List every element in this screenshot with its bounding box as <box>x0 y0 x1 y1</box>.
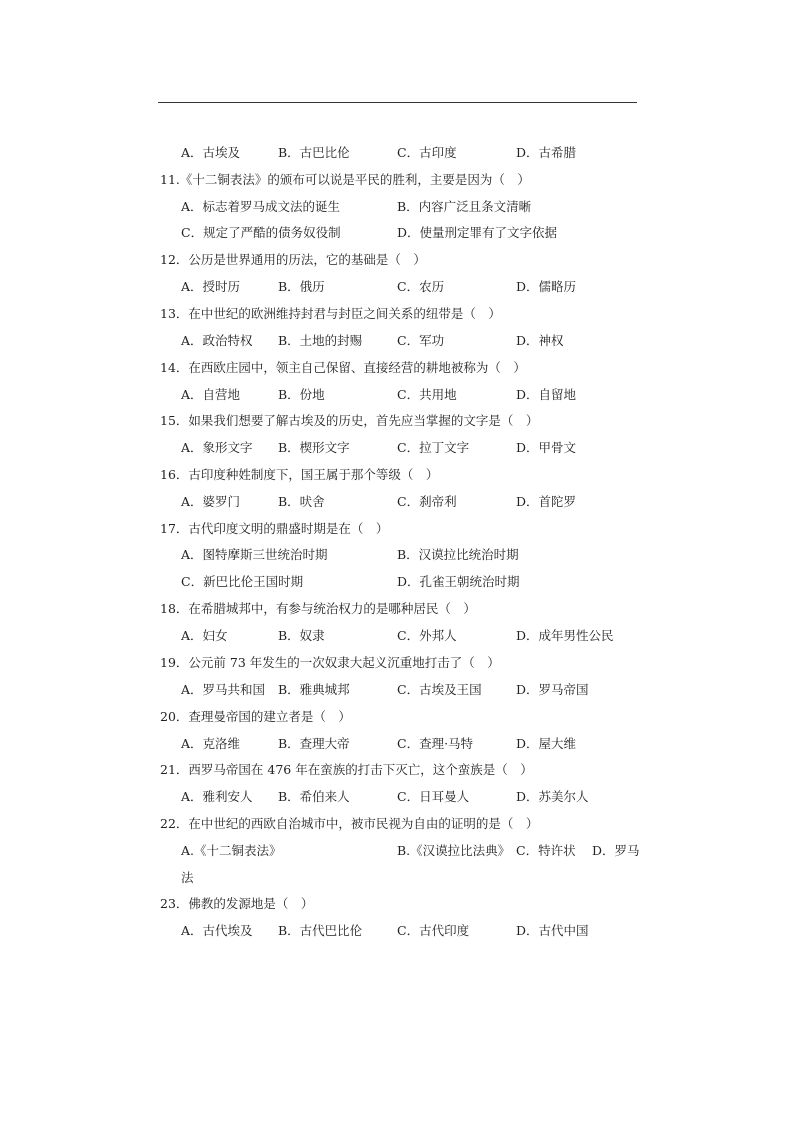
option-c[interactable]: C．共用地 <box>397 387 457 402</box>
option-a[interactable]: A．自营地 <box>181 387 241 402</box>
option-b[interactable]: B.《汉谟拉比法典》 <box>397 843 511 858</box>
option-c[interactable]: C．查理·马特 <box>397 736 474 751</box>
option-b[interactable]: B．吠舍 <box>278 494 325 509</box>
option-d[interactable]: D．首陀罗 <box>516 494 577 509</box>
header-rule <box>158 102 637 103</box>
option-c[interactable]: C．古代印度 <box>397 923 470 938</box>
option-b[interactable]: B．俄历 <box>278 279 325 294</box>
question-16-stem: 16．古印度种姓制度下，国王属于那个等级（ ） <box>160 467 439 482</box>
option-d[interactable]: D．屋大维 <box>516 736 577 751</box>
option-d[interactable]: D．甲骨文 <box>516 440 577 455</box>
option-b[interactable]: B．古代巴比伦 <box>278 923 363 938</box>
option-b[interactable]: B．份地 <box>278 387 325 402</box>
option-d[interactable]: D．儒略历 <box>516 279 577 294</box>
option-a[interactable]: A．古埃及 <box>181 145 241 160</box>
option-c[interactable]: C．新巴比伦王国时期 <box>181 574 304 589</box>
option-a[interactable]: A．古代埃及 <box>181 923 253 938</box>
question-11-stem: 11.《十二铜表法》的颁布可以说是平民的胜利，主要是因为（ ） <box>160 172 530 187</box>
option-d[interactable]: D．孔雀王朝统治时期 <box>397 574 520 589</box>
option-a[interactable]: A．标志着罗马成文法的诞生 <box>181 199 341 214</box>
option-d[interactable]: D．苏美尔人 <box>516 789 589 804</box>
option-c[interactable]: C．古印度 <box>397 145 457 160</box>
option-b[interactable]: B．楔形文字 <box>278 440 350 455</box>
option-b[interactable]: B．奴隶 <box>278 628 325 643</box>
option-a[interactable]: A．授时历 <box>181 279 241 294</box>
option-c[interactable]: C．拉丁文字 <box>397 440 470 455</box>
option-c[interactable]: C．特许状 <box>516 843 576 858</box>
option-b[interactable]: B．查理大帝 <box>278 736 350 751</box>
option-c[interactable]: C．日耳曼人 <box>397 789 470 804</box>
option-a[interactable]: A．雅利安人 <box>181 789 253 804</box>
option-a[interactable]: A．罗马共和国 <box>181 682 266 697</box>
option-c[interactable]: C．刹帝利 <box>397 494 457 509</box>
question-15-stem: 15．如果我们想要了解古埃及的历史，首先应当掌握的文字是（ ） <box>160 413 539 428</box>
option-a[interactable]: A．克洛维 <box>181 736 241 751</box>
question-18-stem: 18．在希腊城邦中，有参与统治权力的是哪种居民（ ） <box>160 601 476 616</box>
option-c[interactable]: C．军功 <box>397 333 445 348</box>
option-d[interactable]: D．成年男性公民 <box>516 628 614 643</box>
question-13-stem: 13．在中世纪的欧洲维持封君与封臣之间关系的纽带是（ ） <box>160 306 501 321</box>
question-23-stem: 23．佛教的发源地是（ ） <box>160 896 314 911</box>
option-d[interactable]: D．古代中国 <box>516 923 589 938</box>
option-a[interactable]: A．婆罗门 <box>181 494 241 509</box>
question-19-stem: 19．公元前 73 年发生的一次奴隶大起义沉重地打击了（ ） <box>160 655 500 670</box>
option-d[interactable]: D．自留地 <box>516 387 577 402</box>
question-22-stem: 22．在中世纪的西欧自治城市中，被市民视为自由的证明的是（ ） <box>160 816 539 831</box>
option-a[interactable]: A．政治特权 <box>181 333 253 348</box>
option-b[interactable]: B．希伯来人 <box>278 789 350 804</box>
option-d[interactable]: D．使量刑定罪有了文字依据 <box>397 225 558 240</box>
question-12-stem: 12．公历是世界通用的历法，它的基础是（ ） <box>160 252 426 267</box>
option-c[interactable]: C．农历 <box>397 279 445 294</box>
option-a[interactable]: A.《十二铜表法》 <box>181 843 282 858</box>
option-a[interactable]: A．象形文字 <box>181 440 253 455</box>
option-c[interactable]: C．规定了严酷的债务奴役制 <box>181 225 341 240</box>
option-c[interactable]: C．古埃及王国 <box>397 682 482 697</box>
option-b[interactable]: B．雅典城邦 <box>278 682 350 697</box>
option-b[interactable]: B．汉谟拉比统治时期 <box>397 547 519 562</box>
option-b[interactable]: B．内容广泛且条文清晰 <box>397 199 532 214</box>
option-d[interactable]: D．神权 <box>516 333 564 348</box>
option-b[interactable]: B．古巴比伦 <box>278 145 350 160</box>
option-d[interactable]: D．罗马帝国 <box>516 682 589 697</box>
option-a[interactable]: A．妇女 <box>181 628 228 643</box>
option-d-continued: 法 <box>181 870 194 885</box>
option-a[interactable]: A．图特摩斯三世统治时期 <box>181 547 328 562</box>
option-c[interactable]: C．外邦人 <box>397 628 457 643</box>
question-21-stem: 21．西罗马帝国在 476 年在蛮族的打击下灭亡，这个蛮族是（ ） <box>160 762 533 777</box>
question-20-stem: 20．查理曼帝国的建立者是（ ） <box>160 709 351 724</box>
option-b[interactable]: B．土地的封赐 <box>278 333 363 348</box>
question-14-stem: 14．在西欧庄园中，领主自己保留、直接经营的耕地被称为（ ） <box>160 360 526 375</box>
question-17-stem: 17．古代印度文明的鼎盛时期是在（ ） <box>160 521 389 536</box>
option-d[interactable]: D．罗马 <box>592 843 640 858</box>
option-d[interactable]: D．古希腊 <box>516 145 577 160</box>
